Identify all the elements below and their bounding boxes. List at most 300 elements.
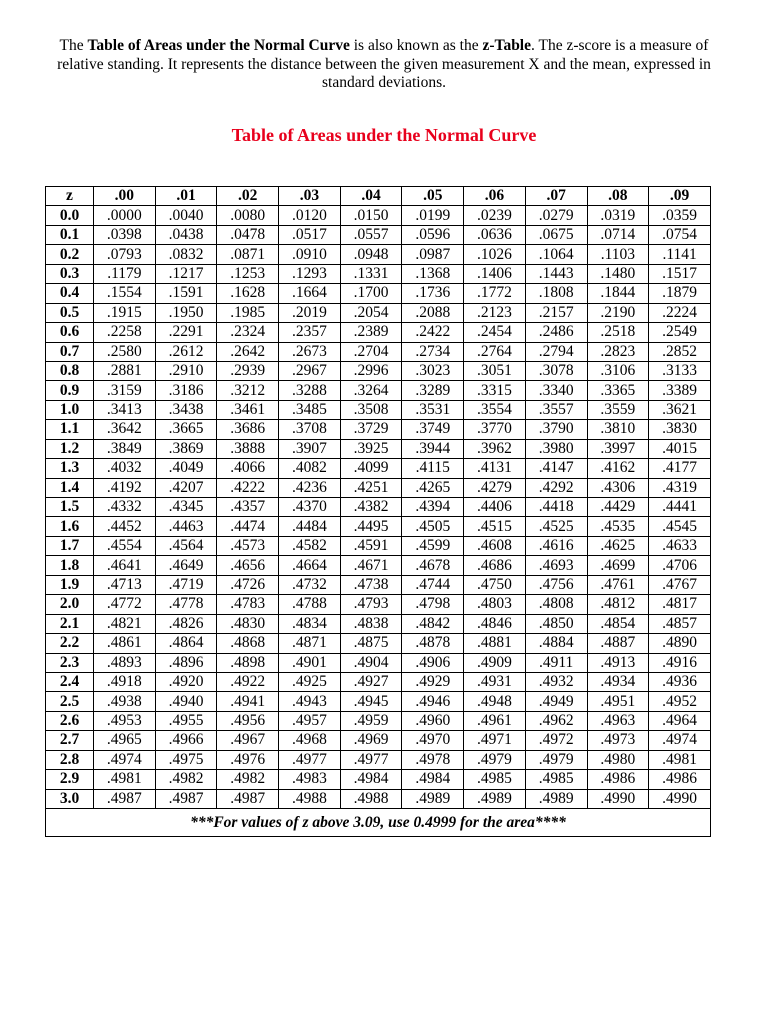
area-cell: .4744 (402, 575, 464, 594)
area-cell: .2157 (525, 303, 587, 322)
area-cell: .2549 (649, 323, 711, 342)
z-value-cell: 1.3 (46, 459, 94, 478)
area-cell: .4946 (402, 692, 464, 711)
area-cell: .1879 (649, 284, 711, 303)
area-cell: .3849 (94, 439, 156, 458)
table-row (46, 672, 711, 691)
area-cell: .4406 (464, 498, 526, 517)
area-cell: .4793 (340, 595, 402, 614)
area-cell: .4279 (464, 478, 526, 497)
area-cell: .4931 (464, 672, 526, 691)
area-cell: .0239 (464, 206, 526, 225)
area-cell: .4962 (525, 711, 587, 730)
area-cell: .4693 (525, 556, 587, 575)
area-cell: .4875 (340, 634, 402, 653)
area-cell: .1772 (464, 284, 526, 303)
area-cell: .0987 (402, 245, 464, 264)
area-cell: .4429 (587, 498, 649, 517)
header-col: .06 (464, 187, 526, 206)
area-cell: .3315 (464, 381, 526, 400)
z-value-cell: 1.1 (46, 420, 94, 439)
area-cell: .0636 (464, 225, 526, 244)
area-cell: .4147 (525, 459, 587, 478)
table-row (46, 303, 711, 322)
area-cell: .0398 (94, 225, 156, 244)
area-cell: .3186 (155, 381, 217, 400)
area-cell: .4357 (217, 498, 279, 517)
area-cell: .4778 (155, 595, 217, 614)
area-cell: .4678 (402, 556, 464, 575)
area-cell: .4893 (94, 653, 156, 672)
area-cell: .4854 (587, 614, 649, 633)
area-cell: .4798 (402, 595, 464, 614)
area-cell: .4987 (217, 789, 279, 808)
area-cell: .2454 (464, 323, 526, 342)
area-cell: .4985 (464, 770, 526, 789)
area-cell: .4977 (340, 750, 402, 769)
area-cell: .4251 (340, 478, 402, 497)
z-value-cell: 2.4 (46, 672, 94, 691)
area-cell: .3485 (279, 400, 341, 419)
area-cell: .4932 (525, 672, 587, 691)
area-cell: .4788 (279, 595, 341, 614)
table-row (46, 400, 711, 419)
area-cell: .4726 (217, 575, 279, 594)
area-cell: .4817 (649, 595, 711, 614)
area-cell: .4896 (155, 653, 217, 672)
area-cell: .4953 (94, 711, 156, 730)
area-cell: .4049 (155, 459, 217, 478)
area-cell: .3830 (649, 420, 711, 439)
area-cell: .4441 (649, 498, 711, 517)
area-cell: .3288 (279, 381, 341, 400)
area-cell: .3212 (217, 381, 279, 400)
z-value-cell: 2.8 (46, 750, 94, 769)
area-cell: .0359 (649, 206, 711, 225)
z-value-cell: 0.7 (46, 342, 94, 361)
area-cell: .4177 (649, 459, 711, 478)
area-cell: .3508 (340, 400, 402, 419)
area-cell: .4890 (649, 634, 711, 653)
area-cell: .3665 (155, 420, 217, 439)
area-cell: .2996 (340, 361, 402, 380)
area-cell: .1480 (587, 264, 649, 283)
area-cell: .4015 (649, 439, 711, 458)
table-body (46, 206, 711, 809)
z-value-cell: 3.0 (46, 789, 94, 808)
area-cell: .4974 (94, 750, 156, 769)
z-value-cell: 1.6 (46, 517, 94, 536)
area-cell: .1293 (279, 264, 341, 283)
area-cell: .4938 (94, 692, 156, 711)
area-cell: .1443 (525, 264, 587, 283)
area-cell: .4956 (217, 711, 279, 730)
table-row (46, 264, 711, 283)
area-cell: .4306 (587, 478, 649, 497)
area-cell: .4474 (217, 517, 279, 536)
area-cell: .4756 (525, 575, 587, 594)
area-cell: .4418 (525, 498, 587, 517)
z-value-cell: 0.8 (46, 361, 94, 380)
area-cell: .3389 (649, 381, 711, 400)
area-cell: .4319 (649, 478, 711, 497)
area-cell: .3365 (587, 381, 649, 400)
area-cell: .4920 (155, 672, 217, 691)
area-cell: .4608 (464, 536, 526, 555)
area-cell: .4898 (217, 653, 279, 672)
area-cell: .4906 (402, 653, 464, 672)
area-cell: .4884 (525, 634, 587, 653)
area-cell: .2486 (525, 323, 587, 342)
area-cell: .4984 (340, 770, 402, 789)
area-cell: .4131 (464, 459, 526, 478)
area-cell: .4857 (649, 614, 711, 633)
area-cell: .4525 (525, 517, 587, 536)
area-cell: .0714 (587, 225, 649, 244)
area-cell: .4463 (155, 517, 217, 536)
table-row (46, 498, 711, 517)
area-cell: .4699 (587, 556, 649, 575)
z-value-cell: 1.8 (46, 556, 94, 575)
area-cell: .3944 (402, 439, 464, 458)
area-cell: .4925 (279, 672, 341, 691)
area-cell: .3790 (525, 420, 587, 439)
z-value-cell: 0.1 (46, 225, 94, 244)
z-value-cell: 2.1 (46, 614, 94, 633)
area-cell: .4922 (217, 672, 279, 691)
area-cell: .4382 (340, 498, 402, 517)
z-value-cell: 1.4 (46, 478, 94, 497)
area-cell: .1985 (217, 303, 279, 322)
area-cell: .4803 (464, 595, 526, 614)
intro-term-table-of-areas: Table of Areas under the Normal Curve (87, 37, 350, 54)
area-cell: .4066 (217, 459, 279, 478)
table-row (46, 653, 711, 672)
area-cell: .0150 (340, 206, 402, 225)
area-cell: .3729 (340, 420, 402, 439)
area-cell: .3413 (94, 400, 156, 419)
area-cell: .1103 (587, 245, 649, 264)
area-cell: .4989 (402, 789, 464, 808)
area-cell: .4452 (94, 517, 156, 536)
area-cell: .1026 (464, 245, 526, 264)
area-cell: .4582 (279, 536, 341, 555)
area-cell: .1736 (402, 284, 464, 303)
table-row (46, 575, 711, 594)
area-cell: .4812 (587, 595, 649, 614)
area-cell: .4983 (279, 770, 341, 789)
area-cell: .4975 (155, 750, 217, 769)
area-cell: .4706 (649, 556, 711, 575)
intro-term-z-table: z-Table (482, 37, 531, 54)
header-col: .02 (217, 187, 279, 206)
table-header-row (46, 187, 711, 206)
area-cell: .4838 (340, 614, 402, 633)
area-cell: .3810 (587, 420, 649, 439)
area-cell: .4977 (279, 750, 341, 769)
area-cell: .4370 (279, 498, 341, 517)
area-cell: .1591 (155, 284, 217, 303)
area-cell: .1628 (217, 284, 279, 303)
area-cell: .4984 (402, 770, 464, 789)
area-cell: .3907 (279, 439, 341, 458)
table-row (46, 381, 711, 400)
area-cell: .2357 (279, 323, 341, 342)
area-cell: .4625 (587, 536, 649, 555)
z-value-cell: 0.9 (46, 381, 94, 400)
area-cell: .2910 (155, 361, 217, 380)
table-row (46, 770, 711, 789)
table-row (46, 245, 711, 264)
area-cell: .4830 (217, 614, 279, 633)
area-cell: .4878 (402, 634, 464, 653)
table-row (46, 206, 711, 225)
area-cell: .2823 (587, 342, 649, 361)
area-cell: .4979 (464, 750, 526, 769)
area-cell: .2088 (402, 303, 464, 322)
area-cell: .0478 (217, 225, 279, 244)
area-cell: .3557 (525, 400, 587, 419)
table-row (46, 225, 711, 244)
area-cell: .0120 (279, 206, 341, 225)
area-cell: .4981 (94, 770, 156, 789)
z-value-cell: 2.9 (46, 770, 94, 789)
area-cell: .3051 (464, 361, 526, 380)
area-cell: .4978 (402, 750, 464, 769)
area-cell: .4990 (649, 789, 711, 808)
intro-paragraph (40, 37, 728, 93)
table-row (46, 420, 711, 439)
table-row (46, 439, 711, 458)
area-cell: .4949 (525, 692, 587, 711)
area-cell: .3106 (587, 361, 649, 380)
area-cell: .4909 (464, 653, 526, 672)
area-cell: .2734 (402, 342, 464, 361)
area-cell: .4761 (587, 575, 649, 594)
area-cell: .1664 (279, 284, 341, 303)
area-cell: .3686 (217, 420, 279, 439)
area-cell: .2612 (155, 342, 217, 361)
area-cell: .4649 (155, 556, 217, 575)
area-cell: .4979 (525, 750, 587, 769)
area-cell: .4345 (155, 498, 217, 517)
area-cell: .4394 (402, 498, 464, 517)
area-cell: .1700 (340, 284, 402, 303)
area-cell: .4959 (340, 711, 402, 730)
area-cell: .1950 (155, 303, 217, 322)
table-row (46, 284, 711, 303)
area-cell: .4032 (94, 459, 156, 478)
area-cell: .4969 (340, 731, 402, 750)
area-cell: .0832 (155, 245, 217, 264)
area-cell: .2673 (279, 342, 341, 361)
area-cell: .4686 (464, 556, 526, 575)
table-row (46, 731, 711, 750)
area-cell: .4772 (94, 595, 156, 614)
z-value-cell: 0.6 (46, 323, 94, 342)
area-cell: .1554 (94, 284, 156, 303)
area-cell: .0910 (279, 245, 341, 264)
area-cell: .4970 (402, 731, 464, 750)
area-cell: .4966 (155, 731, 217, 750)
area-cell: .4713 (94, 575, 156, 594)
area-cell: .0080 (217, 206, 279, 225)
area-cell: .0199 (402, 206, 464, 225)
area-cell: .1179 (94, 264, 156, 283)
z-value-cell: 1.2 (46, 439, 94, 458)
area-cell: .4192 (94, 478, 156, 497)
area-cell: .0279 (525, 206, 587, 225)
area-cell: .4973 (587, 731, 649, 750)
area-cell: .2389 (340, 323, 402, 342)
z-value-cell: 2.6 (46, 711, 94, 730)
area-cell: .4982 (217, 770, 279, 789)
area-cell: .0871 (217, 245, 279, 264)
area-cell: .4982 (155, 770, 217, 789)
area-cell: .4633 (649, 536, 711, 555)
area-cell: .4955 (155, 711, 217, 730)
area-cell: .3888 (217, 439, 279, 458)
area-cell: .4332 (94, 498, 156, 517)
area-cell: .4616 (525, 536, 587, 555)
z-value-cell: 1.7 (46, 536, 94, 555)
area-cell: .3554 (464, 400, 526, 419)
area-cell: .4842 (402, 614, 464, 633)
area-cell: .0319 (587, 206, 649, 225)
area-cell: .4972 (525, 731, 587, 750)
area-cell: .4940 (155, 692, 217, 711)
area-cell: .2324 (217, 323, 279, 342)
area-cell: .4887 (587, 634, 649, 653)
area-cell: .4934 (587, 672, 649, 691)
header-col: .05 (402, 187, 464, 206)
area-cell: .2054 (340, 303, 402, 322)
area-cell: .2422 (402, 323, 464, 342)
area-cell: .4767 (649, 575, 711, 594)
area-cell: .4989 (525, 789, 587, 808)
area-cell: .4505 (402, 517, 464, 536)
area-cell: .3133 (649, 361, 711, 380)
area-cell: .4986 (587, 770, 649, 789)
area-cell: .0793 (94, 245, 156, 264)
area-cell: .4732 (279, 575, 341, 594)
area-cell: .4948 (464, 692, 526, 711)
area-cell: .3159 (94, 381, 156, 400)
header-col: .09 (649, 187, 711, 206)
area-cell: .0517 (279, 225, 341, 244)
area-cell: .4986 (649, 770, 711, 789)
area-cell: .4664 (279, 556, 341, 575)
area-cell: .4207 (155, 478, 217, 497)
area-cell: .4961 (464, 711, 526, 730)
area-cell: .1844 (587, 284, 649, 303)
area-cell: .4861 (94, 634, 156, 653)
area-cell: .2224 (649, 303, 711, 322)
area-cell: .2704 (340, 342, 402, 361)
area-cell: .3289 (402, 381, 464, 400)
area-cell: .4783 (217, 595, 279, 614)
area-cell: .4951 (587, 692, 649, 711)
footnote-row (46, 809, 711, 837)
area-cell: .0948 (340, 245, 402, 264)
area-cell: .4162 (587, 459, 649, 478)
area-cell: .4929 (402, 672, 464, 691)
area-cell: .1368 (402, 264, 464, 283)
table-row (46, 361, 711, 380)
area-cell: .4943 (279, 692, 341, 711)
area-cell: .4945 (340, 692, 402, 711)
area-cell: .4846 (464, 614, 526, 633)
area-cell: .4515 (464, 517, 526, 536)
intro-text-1: The (59, 37, 88, 54)
area-cell: .4495 (340, 517, 402, 536)
area-cell: .4599 (402, 536, 464, 555)
area-cell: .4591 (340, 536, 402, 555)
area-cell: .0040 (155, 206, 217, 225)
area-cell: .4976 (217, 750, 279, 769)
z-value-cell: 2.3 (46, 653, 94, 672)
area-cell: .4265 (402, 478, 464, 497)
area-cell: .4965 (94, 731, 156, 750)
z-table (45, 186, 711, 837)
table-row (46, 614, 711, 633)
area-cell: .4904 (340, 653, 402, 672)
area-cell: .4671 (340, 556, 402, 575)
area-cell: .4564 (155, 536, 217, 555)
area-cell: .4573 (217, 536, 279, 555)
area-cell: .2967 (279, 361, 341, 380)
area-cell: .4738 (340, 575, 402, 594)
area-cell: .3925 (340, 439, 402, 458)
header-col: .01 (155, 187, 217, 206)
area-cell: .2258 (94, 323, 156, 342)
area-cell: .2939 (217, 361, 279, 380)
area-cell: .4952 (649, 692, 711, 711)
z-value-cell: 1.0 (46, 400, 94, 419)
area-cell: .3997 (587, 439, 649, 458)
area-cell: .4236 (279, 478, 341, 497)
area-cell: .1141 (649, 245, 711, 264)
z-value-cell: 0.5 (46, 303, 94, 322)
area-cell: .3531 (402, 400, 464, 419)
z-value-cell: 0.0 (46, 206, 94, 225)
header-col: .07 (525, 187, 587, 206)
area-cell: .2580 (94, 342, 156, 361)
area-cell: .1406 (464, 264, 526, 283)
area-cell: .4990 (587, 789, 649, 808)
area-cell: .3980 (525, 439, 587, 458)
page-title: Table of Areas under the Normal Curve (231, 125, 537, 145)
table-row (46, 750, 711, 769)
area-cell: .3340 (525, 381, 587, 400)
header-z: z (46, 187, 94, 206)
area-cell: .0754 (649, 225, 711, 244)
area-cell: .3438 (155, 400, 217, 419)
area-cell: .3642 (94, 420, 156, 439)
area-cell: .4864 (155, 634, 217, 653)
area-cell: .4901 (279, 653, 341, 672)
area-cell: .3264 (340, 381, 402, 400)
table-row (46, 517, 711, 536)
area-cell: .1517 (649, 264, 711, 283)
area-cell: .0557 (340, 225, 402, 244)
z-value-cell: 1.9 (46, 575, 94, 594)
area-cell: .4968 (279, 731, 341, 750)
area-cell: .3559 (587, 400, 649, 419)
area-cell: .2123 (464, 303, 526, 322)
table-row (46, 711, 711, 730)
area-cell: .3708 (279, 420, 341, 439)
